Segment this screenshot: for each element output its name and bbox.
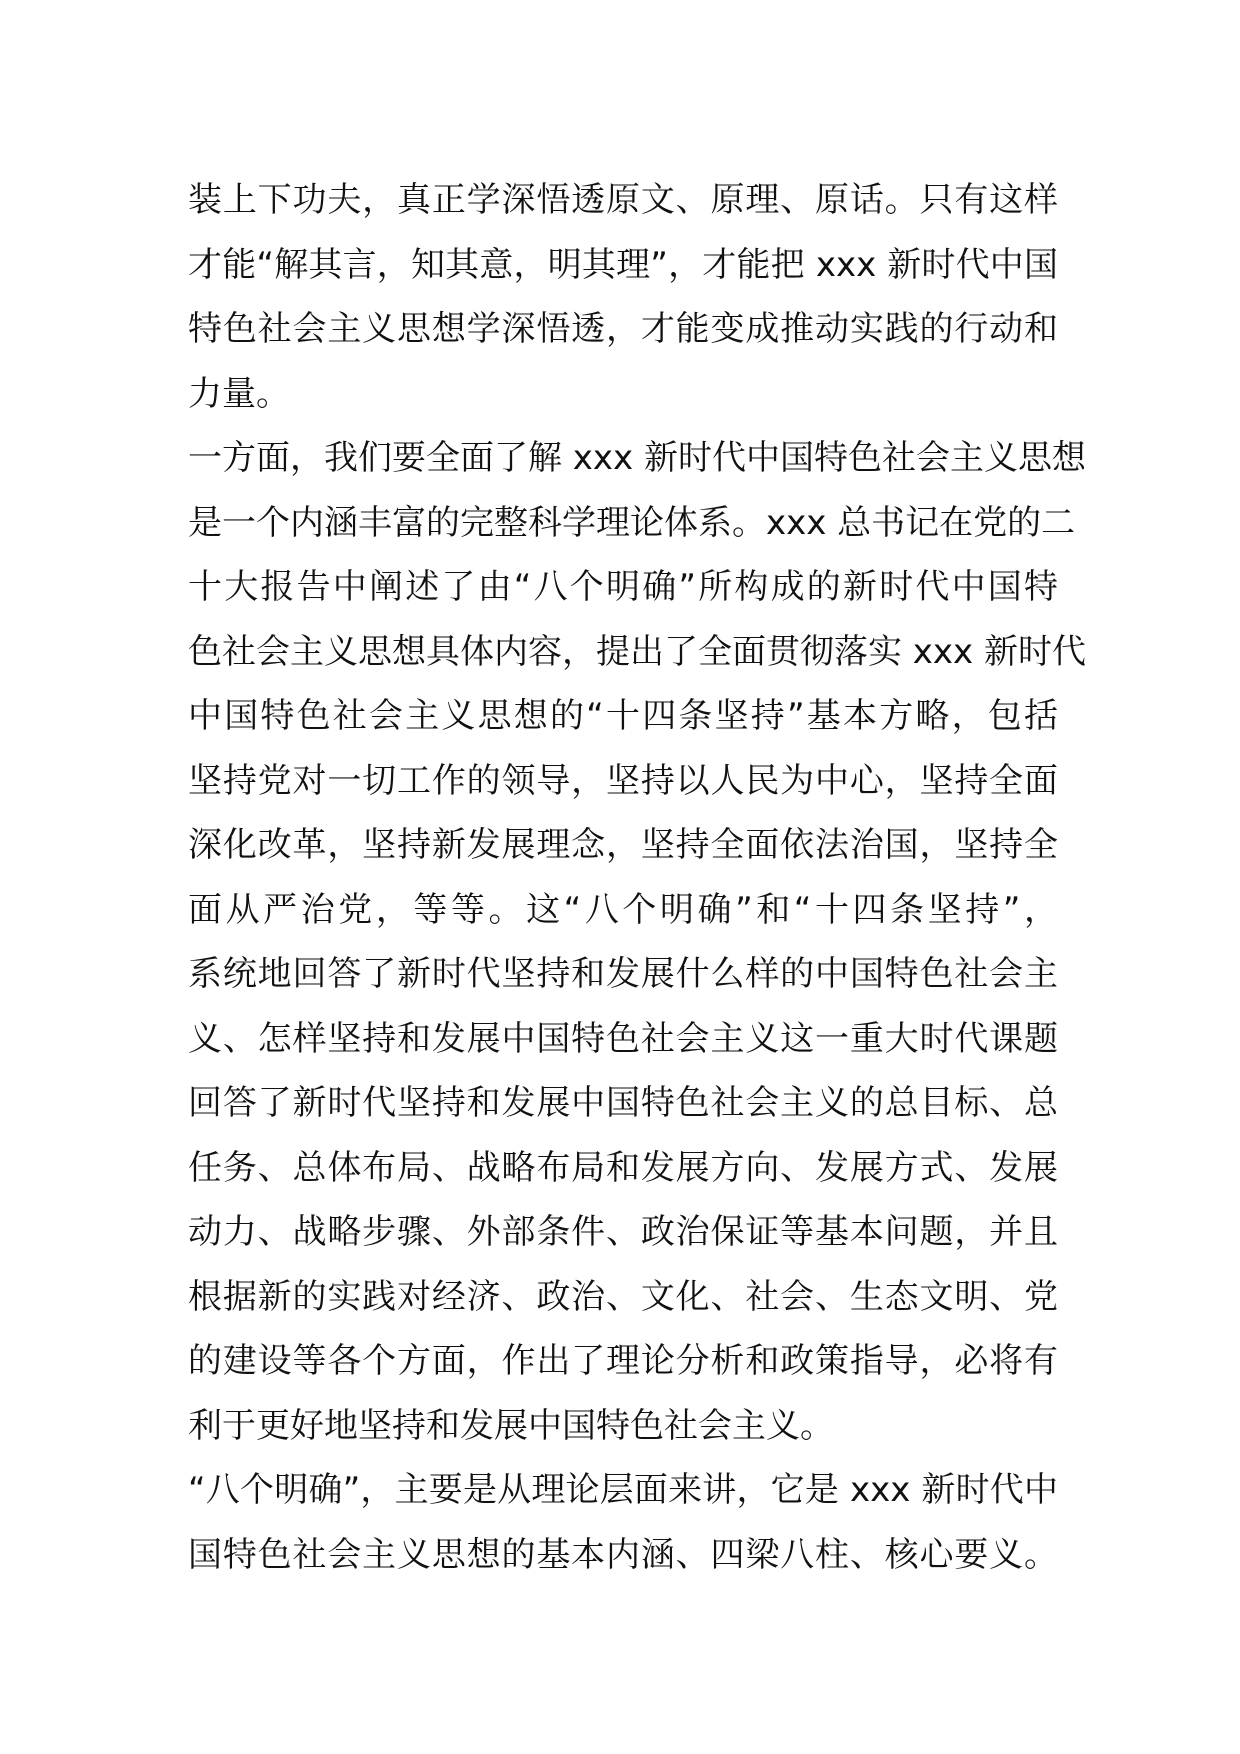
- text-line-11: 深化改革，坚持新发展理念，坚持全面依法治国，坚持全: [188, 825, 1058, 865]
- text-line-13: 系统地回答了新时代坚持和发展什么样的中国特色社会主: [188, 954, 1058, 994]
- text-line-9: 中国特色社会主义思想的“十四条坚持”基本方略，包括: [188, 696, 1058, 736]
- text-line-2: 才能“解其言，知其意，明其理”，才能把 xxx 新时代中国: [188, 244, 1058, 285]
- text-line-8: 色社会主义思想具体内容，提出了全面贯彻落实 xxx 新时代: [188, 631, 1086, 672]
- text-line-18: 根据新的实践对经济、政治、文化、社会、生态文明、党: [188, 1276, 1058, 1317]
- text-line-4: 力量。: [188, 373, 290, 414]
- text-line-5: 一方面，我们要全面了解 xxx 新时代中国特色社会主义思想: [188, 438, 1086, 478]
- text-line-10: 坚持党对一切工作的领导，坚持以人民为中心，坚持全面: [188, 760, 1058, 801]
- text-line-12: 面从严治党，等等。这“八个明确”和“十四条坚持”，: [188, 889, 1058, 930]
- text-line-6: 是一个内涵丰富的完整科学理论体系。xxx 总书记在党的二: [188, 502, 1076, 543]
- text-line-19: 的建设等各个方面，作出了理论分析和政策指导，必将有: [188, 1341, 1058, 1381]
- text-line-16: 任务、总体布局、战略布局和发展方向、发展方式、发展: [188, 1147, 1058, 1188]
- text-line-1: 装上下功夫，真正学深悟透原文、原理、原话。只有这样: [188, 180, 1058, 220]
- text-line-21: “八个明确”，主要是从理论层面来讲，它是 xxx 新时代中: [188, 1470, 1058, 1510]
- text-line-20: 利于更好地坚持和发展中国特色社会主义。: [188, 1405, 834, 1446]
- text-line-15: 回答了新时代坚持和发展中国特色社会主义的总目标、总: [188, 1083, 1058, 1123]
- text-line-14: 义、怎样坚持和发展中国特色社会主义这一重大时代课题: [188, 1018, 1058, 1059]
- text-line-3: 特色社会主义思想学深悟透，才能变成推动实践的行动和: [188, 309, 1058, 349]
- text-line-17: 动力、战略步骤、外部条件、政治保证等基本问题，并且: [188, 1212, 1058, 1252]
- text-line-7: 十大报告中阐述了由“八个明确”所构成的新时代中国特: [188, 567, 1058, 607]
- body-text: [188, 168, 1086, 1587]
- text-line-22: 国特色社会主义思想的基本内涵、四梁八柱、核心要义。: [188, 1534, 1058, 1575]
